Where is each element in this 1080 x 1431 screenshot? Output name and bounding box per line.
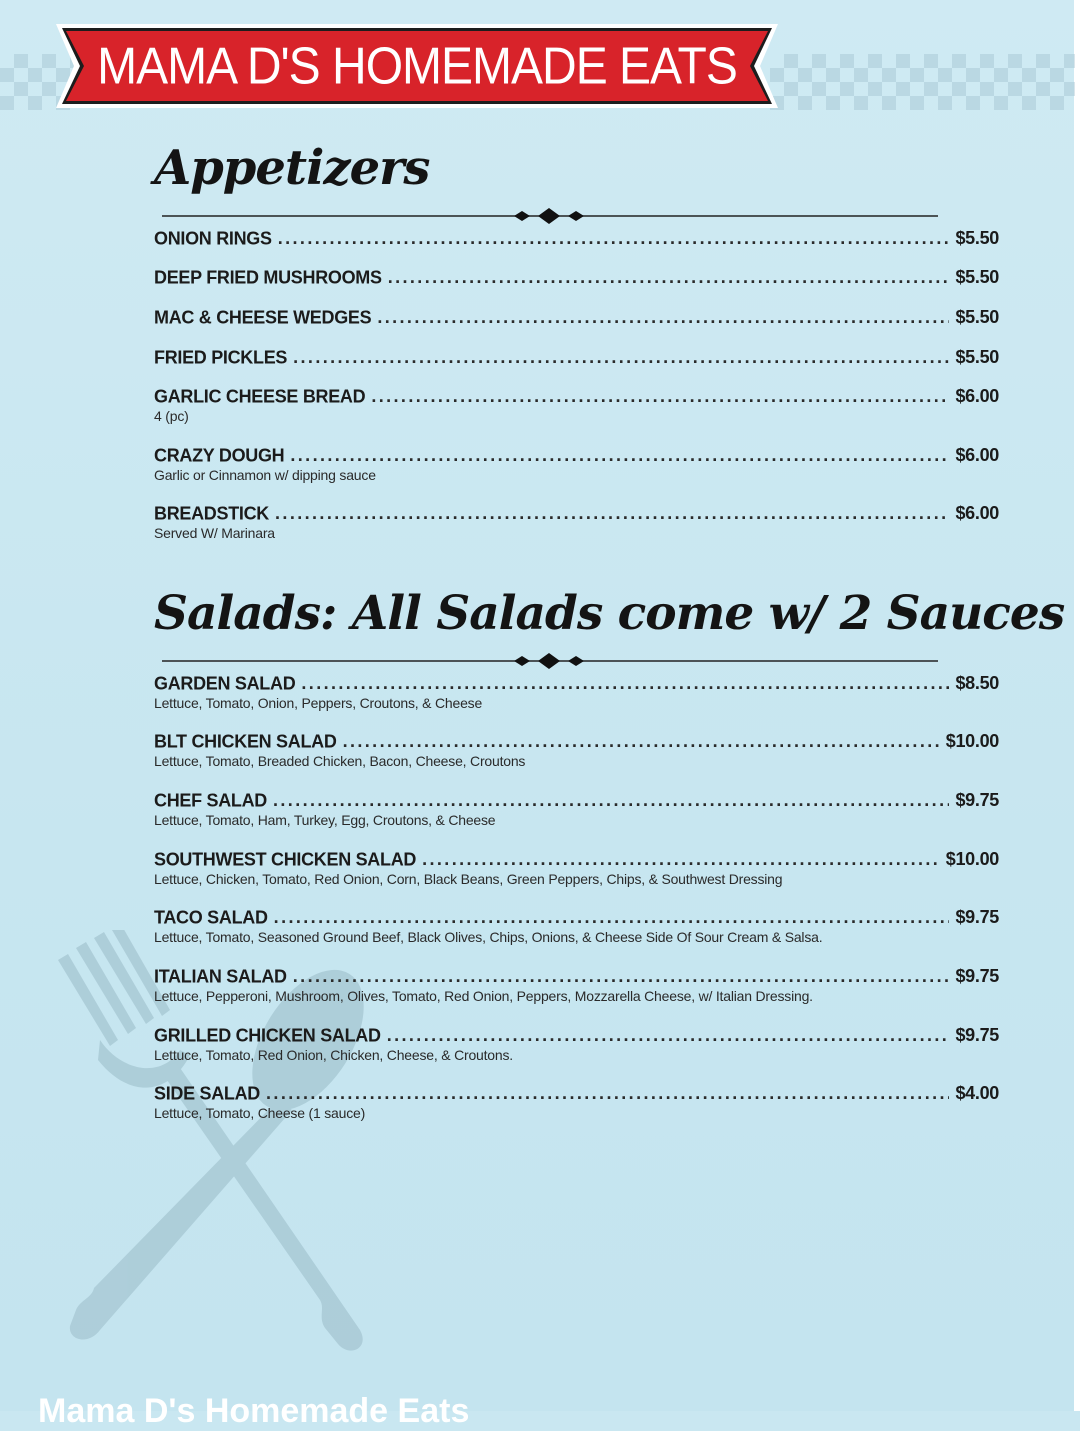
- item-description: Lettuce, Pepperoni, Mushroom, Olives, Tomato, Red Onion, Peppers, Mozzarella Cheese, w/ Italian Dressing.: [154, 988, 813, 1004]
- dot-leader: [343, 731, 940, 752]
- item-description: Served W/ Marinara: [154, 525, 275, 541]
- title-banner: [56, 22, 778, 110]
- menu-item: [154, 907, 999, 945]
- dot-leader: [273, 790, 949, 811]
- item-name: CRAZY DOUGH: [154, 444, 285, 466]
- diamond-divider-icon: [162, 206, 938, 226]
- dot-leader: [377, 307, 949, 328]
- dot-leader: [266, 1083, 949, 1104]
- item-name: DEEP FRIED MUSHROOMS: [154, 266, 382, 288]
- item-name: SOUTHWEST CHICKEN SALAD: [154, 848, 417, 870]
- dot-leader: [422, 849, 940, 870]
- menu-item: [154, 966, 999, 1004]
- menu-item: [154, 347, 999, 368]
- item-description: Lettuce, Chicken, Tomato, Red Onion, Corn, Black Beans, Green Peppers, Chips, & Southwest Dressing: [154, 871, 783, 887]
- menu-item: [154, 445, 999, 483]
- item-description: Lettuce, Tomato, Cheese (1 sauce): [154, 1105, 366, 1121]
- diamond-divider-icon: [162, 651, 938, 671]
- item-price: $5.50: [955, 228, 999, 248]
- footer-caption: Mama D's Homemade Eats: [38, 1392, 470, 1430]
- item-description: Garlic or Cinnamon w/ dipping sauce: [154, 467, 376, 483]
- menu-item: [154, 1025, 999, 1063]
- item-price: $6.00: [955, 386, 999, 406]
- menu-item: [154, 307, 999, 328]
- item-price: $4.00: [955, 1083, 999, 1103]
- dot-leader: [290, 445, 949, 466]
- restaurant-name: MAMA D'S HOMEMADE EATS: [97, 37, 737, 95]
- dot-leader: [387, 1025, 950, 1046]
- item-description: Lettuce, Tomato, Seasoned Ground Beef, Black Olives, Chips, Onions, & Cheese Side Of Sour Cream & Salsa.: [154, 929, 823, 945]
- item-price: $5.50: [955, 267, 999, 287]
- item-name: BLT CHICKEN SALAD: [154, 730, 337, 752]
- item-name: GARLIC CHEESE BREAD: [154, 385, 366, 407]
- item-name: ITALIAN SALAD: [154, 965, 287, 987]
- dot-leader: [274, 907, 950, 928]
- item-description: Lettuce, Tomato, Red Onion, Chicken, Cheese, & Croutons.: [154, 1047, 513, 1063]
- menu-item: [154, 673, 999, 711]
- item-name: GARDEN SALAD: [154, 672, 296, 694]
- item-description: Lettuce, Tomato, Breaded Chicken, Bacon, Cheese, Croutons: [154, 753, 526, 769]
- menu-item: [154, 503, 999, 541]
- item-name: FRIED PICKLES: [154, 346, 288, 368]
- item-description: 4 (pc): [154, 408, 189, 424]
- item-price: $9.75: [955, 790, 999, 810]
- menu-item: [154, 386, 999, 424]
- item-price: $5.50: [955, 347, 999, 367]
- dot-leader: [293, 347, 949, 368]
- item-price: $9.75: [955, 907, 999, 927]
- item-description: Lettuce, Tomato, Onion, Peppers, Croutons, & Cheese: [154, 695, 483, 711]
- item-price: $6.00: [955, 445, 999, 465]
- section-title-appetizers: Appetizers: [154, 140, 430, 196]
- dot-leader: [275, 503, 949, 524]
- menu-item: [154, 1083, 999, 1121]
- item-name: MAC & CHEESE WEDGES: [154, 306, 372, 328]
- dot-leader: [388, 267, 950, 288]
- item-price: $8.50: [955, 673, 999, 693]
- item-price: $5.50: [955, 307, 999, 327]
- menu-item: [154, 790, 999, 828]
- menu-item: [154, 731, 999, 769]
- item-price: $10.00: [945, 849, 999, 869]
- page-edge: [1074, 0, 1080, 1411]
- item-price: $6.00: [955, 503, 999, 523]
- dot-leader: [293, 966, 950, 987]
- item-price: $9.75: [955, 1025, 999, 1045]
- section-title-salads: Salads: All Salads come w/ 2 Sauces: [154, 586, 1065, 641]
- item-name: ONION RINGS: [154, 227, 272, 249]
- item-description: Lettuce, Tomato, Ham, Turkey, Egg, Croutons, & Cheese: [154, 812, 496, 828]
- item-name: SIDE SALAD: [154, 1082, 261, 1104]
- item-price: $9.75: [955, 966, 999, 986]
- menu-item: [154, 228, 999, 249]
- item-price: $10.00: [945, 731, 999, 751]
- dot-leader: [278, 228, 950, 249]
- checker-pattern-right: [770, 54, 1075, 110]
- item-name: CHEF SALAD: [154, 789, 267, 811]
- item-name: BREADSTICK: [154, 502, 270, 524]
- menu-item: [154, 849, 999, 887]
- menu-item: [154, 267, 999, 288]
- dot-leader: [301, 673, 949, 694]
- item-name: TACO SALAD: [154, 906, 268, 928]
- item-name: GRILLED CHICKEN SALAD: [154, 1024, 381, 1046]
- dot-leader: [371, 386, 949, 407]
